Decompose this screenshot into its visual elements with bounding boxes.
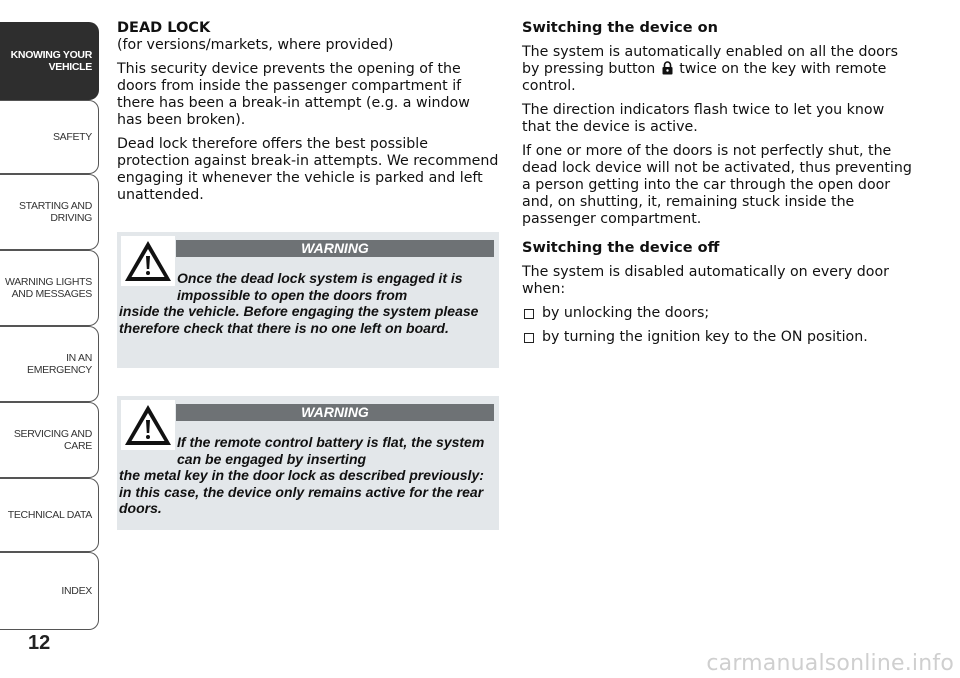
paragraph: The direction indicators flash twice to let you know that the device is active. bbox=[522, 102, 885, 135]
warning-box bbox=[117, 232, 499, 368]
section-heading: DEAD LOCK bbox=[117, 20, 211, 36]
availability-note: (for versions/markets, where provided) bbox=[117, 37, 394, 53]
tab-safety[interactable]: SAFETY bbox=[0, 100, 99, 174]
paragraph: The system is automatically enabled on all the doors by pressing button twice on the key with remote control. bbox=[522, 44, 899, 94]
warning-text: If the remote control battery is flat, the system can be engaged by inserting the metal key in the door lock as described previously: in this case, the device only remains active for the rear doors. bbox=[119, 434, 485, 516]
tab-index[interactable]: INDEX bbox=[0, 552, 99, 630]
square-bullet-icon bbox=[524, 333, 534, 343]
section-heading: Switching the device on bbox=[522, 20, 718, 36]
tab-knowing-your-vehicle[interactable]: KNOWING YOUR VEHICLE bbox=[0, 22, 99, 100]
paragraph: Dead lock therefore offers the best possible protection against break-in attempts. We recommend engaging it whenever the vehicle is parked and left unattended. bbox=[117, 136, 499, 203]
tab-servicing-and-care[interactable]: SERVICING AND CARE bbox=[0, 402, 99, 478]
paragraph: If one or more of the doors is not perfectly shut, the dead lock device will not be activated, thus preventing a person getting into the car through the open door and, on shutting, it, remaining stuck inside the passenger compartment. bbox=[522, 143, 912, 227]
tab-starting-and-driving[interactable]: STARTING AND DRIVING bbox=[0, 174, 99, 250]
warning-text: Once the dead lock system is engaged it is impossible to open the doors from inside the vehicle. Before engaging the system please therefore check that there is no one left on board. bbox=[119, 270, 479, 336]
warning-title: WARNING bbox=[176, 240, 494, 257]
section-heading: Switching the device off bbox=[522, 240, 720, 256]
list-item: by turning the ignition key to the ON position. bbox=[522, 329, 912, 346]
lock-icon bbox=[662, 61, 673, 75]
tab-warning-lights[interactable]: WARNING LIGHTS AND MESSAGES bbox=[0, 250, 99, 326]
tab-technical-data[interactable]: TECHNICAL DATA bbox=[0, 478, 99, 552]
right-column bbox=[522, 20, 912, 353]
list-item: by unlocking the doors; bbox=[522, 305, 912, 322]
left-column bbox=[117, 20, 499, 211]
warning-box bbox=[117, 396, 499, 530]
square-bullet-icon bbox=[524, 309, 534, 319]
tab-in-an-emergency[interactable]: IN AN EMERGENCY bbox=[0, 326, 99, 402]
watermark: carmanualsonline.info bbox=[706, 651, 954, 676]
page-number: 12 bbox=[28, 632, 51, 654]
warning-title: WARNING bbox=[176, 404, 494, 421]
paragraph: The system is disabled automatically on every door when: bbox=[522, 264, 889, 297]
paragraph: This security device prevents the opening of the doors from inside the passenger compartment if there has been a break-in attempt (e.g. a window has been broken). bbox=[117, 61, 470, 128]
